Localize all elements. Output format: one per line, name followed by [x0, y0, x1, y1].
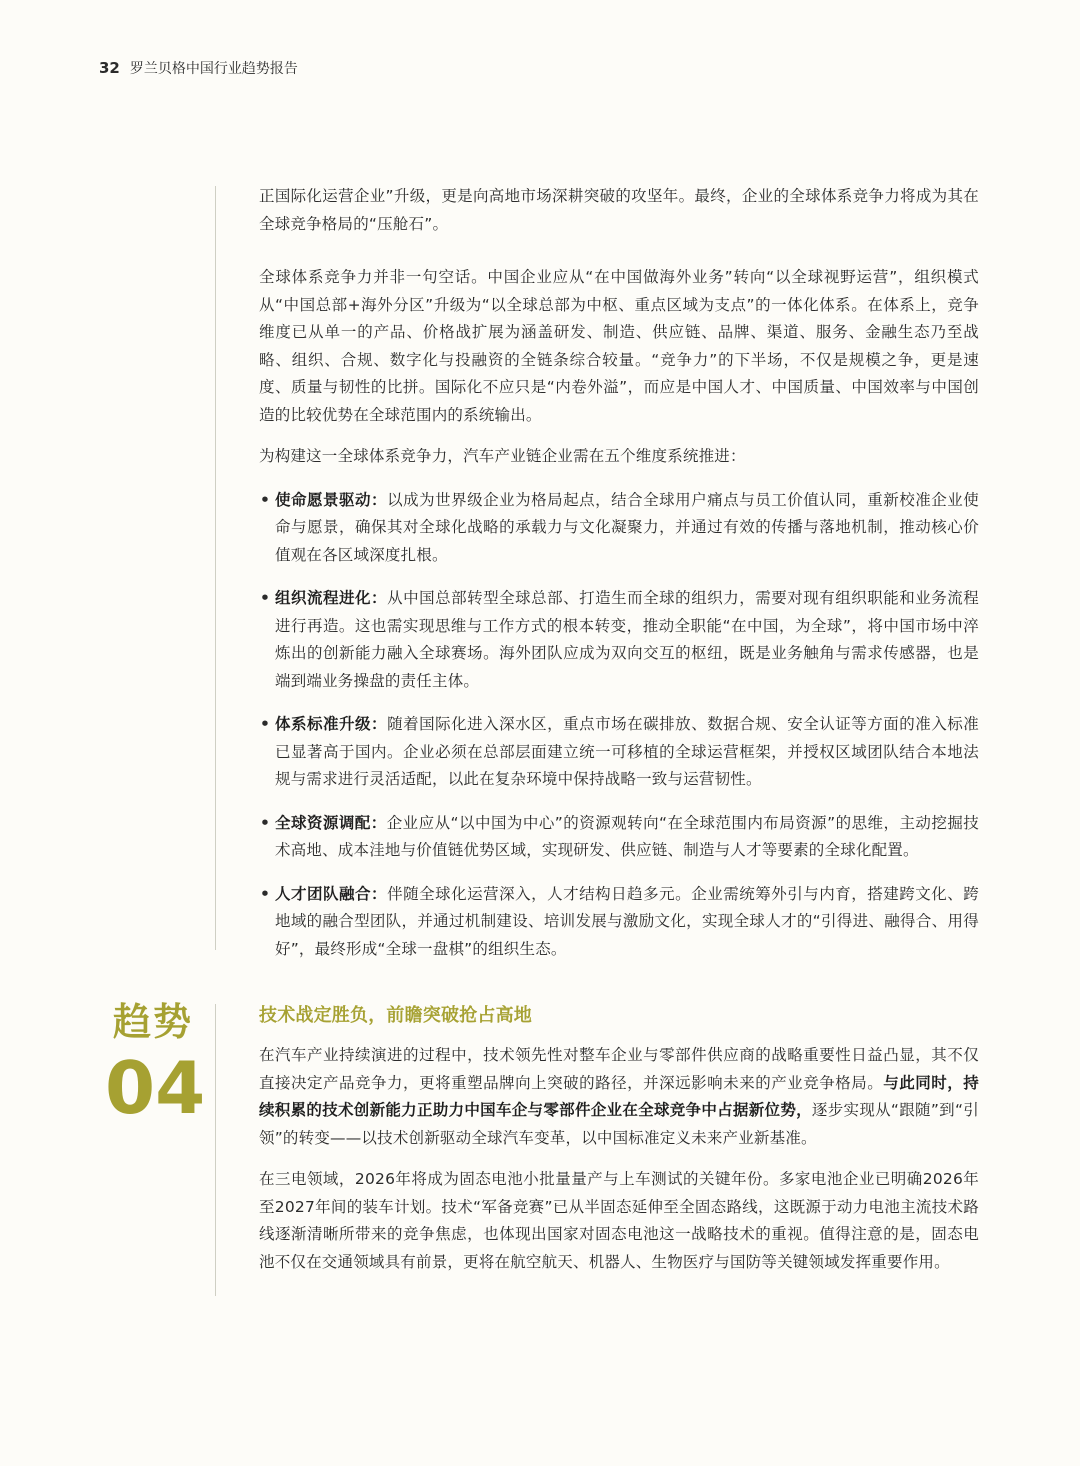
trend-paragraph-1 — [259, 1042, 979, 1152]
list-item — [259, 810, 979, 865]
body-paragraph-3: 为构建这一全球体系竞争力，汽车产业链企业需在五个维度系统推进： — [259, 447, 746, 465]
page-header — [99, 58, 298, 78]
report-title: 罗兰贝格中国行业趋势报告 — [129, 61, 298, 77]
body-section — [259, 183, 979, 979]
left-rule-bottom — [215, 1004, 216, 1296]
list-item-title: 人才团队融合： — [275, 884, 388, 903]
section-title: 技术战定胜负，前瞻突破抢占高地 — [259, 1005, 532, 1026]
left-rule-top — [215, 186, 216, 950]
body-paragraph-2: 全球体系竞争力并非一句空话。中国企业应从“在中国做海外业务”转向“以全球视野运营”，组织模式从“中国总部+海外分区”升级为“以全球总部为中枢、重点区域为支点”的一体化体系。在体系上，竞争维度已从单一的产品、价格战扩展为涵盖研发、制造、供应链、品牌、渠道、服务、金融生态乃至战略、组织、合规、数字化与投融资的全链条综合较量。“竞争力”的下半场，不仅是规模之争，更是速度、质量与韧性的比拼。国际化不应只是“内卷外溢”，而应是中国人才、中国质量、中国效率与中国创造的比较优势在全球范围内的系统输出。 — [259, 268, 979, 424]
list-item-text: 从中国总部转型全球总部、打造生而全球的组织力，需要对现有组织职能和业务流程进行再造。这也需实现思维与工作方式的根本转变，推动全职能“在中国，为全球”，将中国市场中淬炼出的创新能力融入全球赛场。海外团队应成为双向交互的枢纽，既是业务触角与需求传感器，也是端到端业务操盘的责任主体。 — [275, 589, 980, 690]
trend-number: 04 — [105, 1046, 206, 1130]
bullet-dot: • — [260, 884, 271, 903]
bullet-dot: • — [260, 490, 271, 509]
page-number: 32 — [99, 59, 120, 77]
body-paragraph-1: 正国际化运营企业”升级，更是向高地市场深耕突破的攻坚年。最终，企业的全球体系竞争力将成为其在全球竞争格局的“压舱石”。 — [259, 187, 979, 233]
list-item — [259, 711, 979, 794]
list-item-title: 全球资源调配： — [275, 813, 387, 832]
trend-paragraph-2: 在三电领域，2026年将成为固态电池小批量量产与上车测试的关键年份。多家电池企业已明确2026年至2027年间的装车计划。技术“军备竞赛”已从半固态延伸至全固态路线，这既源于动力电池主流技术路线逐渐清晰所带来的竞争焦虑，也体现出国家对固态电池这一战略技术的重视。值得注意的是，固态电池不仅在交通领域具有前景，更将在航空航天、机器人、生物医疗与国防等关键领域发挥重要作用。 — [259, 1170, 979, 1271]
list-item — [259, 881, 979, 964]
list-item-text: 随着国际化进入深水区，重点市场在碳排放、数据合规、安全认证等方面的准入标准已显著高于国内。企业必须在总部层面建立统一可移植的全球运营框架，并授权区域团队结合本地法规与需求进行灵活适配，以此在复杂环境中保持战略一致与运营韧性。 — [275, 715, 980, 788]
list-item-text: 企业应从“以中国为中心”的资源观转向“在全球范围内布局资源”的思维，主动挖掘技术高地、成本洼地与价值链优势区域，实现研发、供应链、制造与人才等要素的全球化配置。 — [275, 813, 979, 859]
list-item-title: 组织流程进化： — [275, 589, 388, 607]
list-item — [259, 585, 979, 695]
trend-label — [105, 998, 206, 1130]
bullet-dot: • — [260, 589, 271, 607]
list-item-text: 以成为世界级企业为格局起点，结合全球用户痛点与员工价值认同，重新校准企业使命与愿景，确保其对全球化战略的承载力与文化凝聚力，并通过有效的传播与落地机制，推动核心价值观在各区域深度扎根。 — [275, 490, 980, 564]
bullet-dot: • — [260, 813, 271, 832]
trend-paragraph-1-c: 逐步实现从“跟随”到“引领”的转变——以技术创新驱动全球汽车变革，以中国标准定义未来产业新基准。 — [259, 1101, 979, 1147]
trend-paragraph-1-a: 在汽车产业持续演进的过程中，技术领先性对整车企业与零部件供应商的战略重要性日益凸显，其不仅直接决定产品竞争力，更将重塑品牌向上突破的路径，并深远影响未来的产业竞争格局。 — [259, 1046, 979, 1092]
dimension-list — [259, 487, 979, 964]
trend-section — [259, 1002, 979, 1276]
list-item-title: 体系标准升级： — [275, 715, 388, 733]
trend-word: 趋势 — [112, 1000, 193, 1044]
list-item-text: 伴随全球化运营深入，人才结构日趋多元。企业需统筹外引与内育，搭建跨文化、跨地域的融合型团队，并通过机制建设、培训发展与激励文化，实现全球人才的“引得进、融得合、用得好”，最终形成“全球一盘棋”的组织生态。 — [275, 884, 980, 958]
trend-paragraph-1-emphasis: 与此同时，持续积累的技术创新能力正助力中国车企与零部件企业在全球竞争中占据新位势， — [259, 1073, 979, 1119]
list-item-title: 使命愿景驱动： — [275, 490, 388, 509]
bullet-dot: • — [260, 715, 271, 733]
list-item — [259, 487, 979, 570]
